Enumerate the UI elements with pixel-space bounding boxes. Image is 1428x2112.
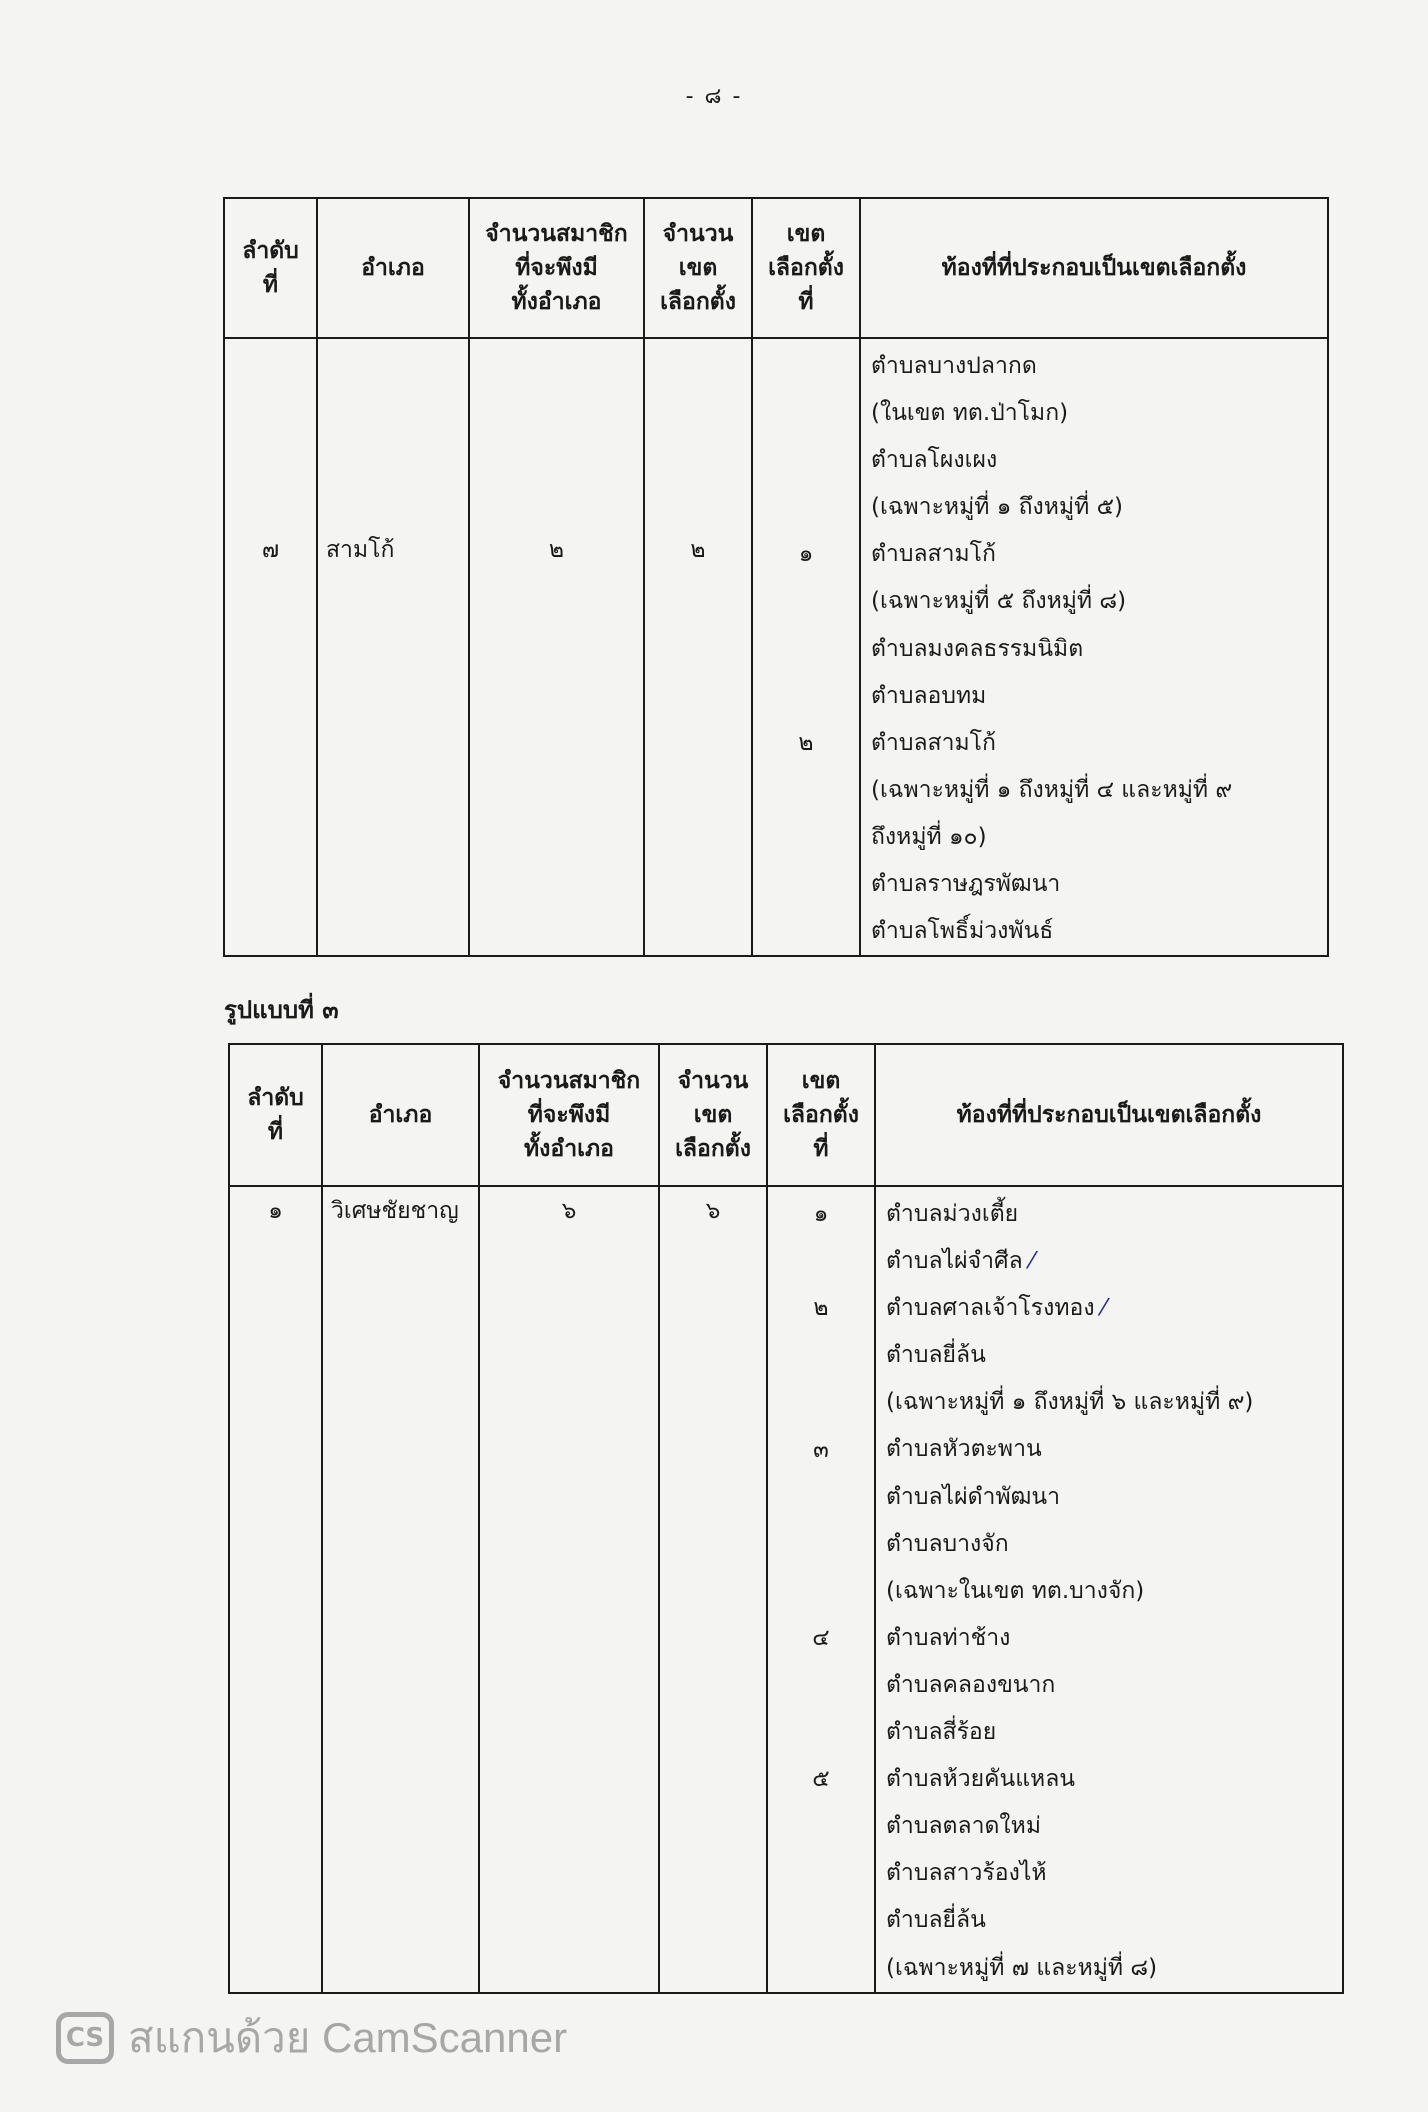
area-text: ตำบลตลาดใหม่ bbox=[886, 1813, 1041, 1840]
area-text: ตำบลยี่ล้น bbox=[886, 1342, 986, 1369]
table-header-row bbox=[224, 198, 1328, 338]
area-text: (เฉพาะในเขต ทต.บางจัก) bbox=[886, 1577, 1145, 1604]
header-line: ทั้งอำเภอ bbox=[524, 1136, 614, 1162]
constituency-count-cell bbox=[659, 1186, 767, 1993]
header-line: จำนวนสมาชิก bbox=[485, 221, 628, 247]
header-district bbox=[322, 1044, 479, 1186]
header-line: เขต bbox=[801, 1068, 841, 1094]
header-constituency-count bbox=[659, 1044, 767, 1186]
header-line: เลือกตั้ง bbox=[783, 1102, 859, 1128]
area-line bbox=[886, 1285, 1342, 1332]
area-text: ตำบลยี่ล้น bbox=[886, 1907, 986, 1934]
area-text: ตำบลราษฎรพัฒนา bbox=[871, 871, 1061, 898]
order-cell bbox=[224, 338, 317, 956]
area-line bbox=[886, 1332, 1342, 1379]
header-constituency-no bbox=[767, 1044, 875, 1186]
constituency-number: ๒ bbox=[813, 1295, 829, 1322]
area-text: ตำบลคลองขนาก bbox=[886, 1671, 1056, 1698]
area-line bbox=[871, 390, 1327, 437]
header-constituency-count bbox=[644, 198, 752, 338]
constituency-no-cell bbox=[767, 1186, 875, 1993]
area-line bbox=[886, 1191, 1342, 1238]
constituency-count-value: ๖ bbox=[705, 1198, 721, 1224]
area-line bbox=[886, 1709, 1342, 1756]
header-members bbox=[479, 1044, 659, 1186]
area-line bbox=[886, 1615, 1342, 1662]
area-line bbox=[886, 1379, 1342, 1426]
area-line bbox=[871, 343, 1327, 390]
area-line bbox=[886, 1238, 1342, 1285]
header-line: ที่ bbox=[798, 289, 814, 315]
header-line: อำเภอ bbox=[361, 255, 425, 281]
area-line bbox=[886, 1803, 1342, 1850]
header-line: ที่ bbox=[262, 272, 279, 298]
area-text: ตำบลหัวตะพาน bbox=[886, 1436, 1042, 1463]
area-text: ตำบลโพธิ์ม่วงพันธ์ bbox=[871, 918, 1054, 945]
constituency-count-cell bbox=[644, 338, 752, 956]
area-line bbox=[886, 1897, 1342, 1944]
area-text: ตำบลห้วยคันแหลน bbox=[886, 1766, 1076, 1793]
page-number: - ๘ - bbox=[685, 84, 743, 109]
header-line: จำนวน bbox=[677, 1068, 749, 1094]
header-line: ท้องที่ที่ประกอบเป็นเขตเลือกตั้ง bbox=[956, 1102, 1262, 1128]
header-areas bbox=[860, 198, 1328, 338]
order-cell bbox=[229, 1186, 322, 1993]
district-cell bbox=[322, 1186, 479, 1993]
area-line bbox=[871, 437, 1327, 484]
check-mark-icon: ⁄ bbox=[1022, 1248, 1034, 1275]
district-value: วิเศษชัยชาญ bbox=[331, 1198, 459, 1224]
area-line bbox=[886, 1474, 1342, 1521]
area-line bbox=[886, 1850, 1342, 1897]
area-text: (เฉพาะหมู่ที่ ๗ และหมู่ที่ ๘) bbox=[886, 1954, 1158, 1981]
constituency-table-2 bbox=[228, 1043, 1344, 1994]
area-line bbox=[871, 626, 1327, 673]
header-line: เขต bbox=[786, 221, 826, 247]
area-text: ตำบลบางจัก bbox=[886, 1530, 1009, 1557]
constituency-number: ๑ bbox=[798, 541, 814, 568]
header-line: จำนวน bbox=[662, 221, 734, 247]
members-value: ๒ bbox=[548, 537, 565, 563]
header-members bbox=[469, 198, 644, 338]
constituency-number: ๔ bbox=[812, 1624, 830, 1651]
area-text: ตำบลสามโก้ bbox=[871, 729, 996, 756]
area-line bbox=[871, 767, 1327, 814]
camscanner-logo-icon: CS bbox=[56, 2012, 114, 2064]
area-line bbox=[871, 578, 1327, 625]
area-line bbox=[886, 1945, 1342, 1992]
area-text: ตำบลท่าช้าง bbox=[886, 1624, 1011, 1651]
area-line bbox=[871, 814, 1327, 861]
areas-cell bbox=[860, 338, 1328, 956]
area-text: ตำบลสาวร้องไห้ bbox=[886, 1860, 1047, 1887]
constituency-number: ๓ bbox=[813, 1436, 829, 1463]
area-line bbox=[871, 908, 1327, 955]
areas-list bbox=[876, 1187, 1342, 1992]
section-title: รูปแบบที่ ๓ bbox=[224, 996, 339, 1024]
area-line bbox=[871, 531, 1327, 578]
check-mark-icon: ⁄ bbox=[1094, 1295, 1106, 1322]
area-line bbox=[886, 1756, 1342, 1803]
area-text: ตำบลบางปลากด bbox=[871, 353, 1037, 379]
constituency-number: ๑ bbox=[813, 1201, 829, 1227]
order-value: ๑ bbox=[268, 1198, 283, 1224]
header-line: ลำดับ bbox=[242, 238, 299, 264]
header-line: ที่จะพึงมี bbox=[515, 255, 598, 281]
members-cell bbox=[469, 338, 644, 956]
constituency-no-cell bbox=[752, 338, 860, 956]
area-line bbox=[871, 484, 1327, 531]
header-line: ท้องที่ที่ประกอบเป็นเขตเลือกตั้ง bbox=[941, 255, 1247, 281]
header-line: ที่ bbox=[267, 1119, 284, 1145]
area-line bbox=[886, 1568, 1342, 1615]
area-text: ตำบลศาลเจ้าโรงทอง bbox=[886, 1295, 1095, 1322]
area-line bbox=[886, 1426, 1342, 1473]
area-line bbox=[886, 1521, 1342, 1568]
area-text: (เฉพาะหมู่ที่ ๑ ถึงหมู่ที่ ๕) bbox=[871, 494, 1123, 521]
area-text: (เฉพาะหมู่ที่ ๕ ถึงหมู่ที่ ๘) bbox=[871, 588, 1127, 615]
header-line: ลำดับ bbox=[247, 1085, 304, 1111]
area-text: ตำบลสามโก้ bbox=[871, 541, 996, 568]
header-order bbox=[224, 198, 317, 338]
camscanner-watermark bbox=[56, 2005, 567, 2071]
areas-list bbox=[861, 339, 1327, 955]
header-line: ทั้งอำเภอ bbox=[511, 289, 602, 315]
area-line bbox=[871, 861, 1327, 908]
constituency-number: ๒ bbox=[798, 729, 814, 756]
header-line: ที่ bbox=[813, 1136, 829, 1162]
header-line: ที่จะพึงมี bbox=[527, 1102, 611, 1128]
header-line: เลือกตั้ง bbox=[675, 1136, 751, 1162]
area-text: (เฉพาะหมู่ที่ ๑ ถึงหมู่ที่ ๔ และหมู่ที่ ๙ bbox=[871, 776, 1233, 803]
header-order bbox=[229, 1044, 322, 1186]
header-line: เลือกตั้ง bbox=[768, 255, 844, 281]
header-line: อำเภอ bbox=[368, 1102, 433, 1128]
district-cell bbox=[317, 338, 469, 956]
areas-cell bbox=[875, 1186, 1343, 1993]
header-district bbox=[317, 198, 469, 338]
area-text: ตำบลสี่ร้อย bbox=[886, 1719, 997, 1746]
constituency-table-1 bbox=[223, 197, 1329, 957]
area-text: ตำบลไผ่จำศีล bbox=[886, 1248, 1023, 1275]
area-text: ตำบลโผงเผง bbox=[871, 447, 998, 474]
district-value: สามโก้ bbox=[326, 537, 395, 563]
area-text: ตำบลอบทม bbox=[871, 682, 987, 709]
table-header-row bbox=[229, 1044, 1343, 1186]
header-line: เลือกตั้ง bbox=[660, 289, 736, 315]
table-row bbox=[229, 1186, 1343, 1993]
order-value: ๗ bbox=[261, 537, 280, 563]
area-text: (เฉพาะหมู่ที่ ๑ ถึงหมู่ที่ ๖ และหมู่ที่ ๙) bbox=[886, 1389, 1254, 1416]
members-value: ๖ bbox=[561, 1198, 577, 1224]
header-line: เขต bbox=[693, 1102, 733, 1128]
header-line: เขต bbox=[678, 255, 718, 281]
area-line bbox=[871, 720, 1327, 767]
area-text: (ในเขต ทต.ป่าโมก) bbox=[871, 400, 1069, 427]
header-constituency-no bbox=[752, 198, 860, 338]
constituency-count-value: ๒ bbox=[690, 537, 706, 563]
watermark-text: สแกนด้วย CamScanner bbox=[128, 2014, 568, 2061]
area-line bbox=[871, 673, 1327, 720]
constituency-number: ๕ bbox=[812, 1766, 830, 1793]
area-text: ตำบลม่วงเตี้ย bbox=[886, 1201, 1019, 1227]
area-line bbox=[886, 1662, 1342, 1709]
header-areas bbox=[875, 1044, 1343, 1186]
table-row bbox=[224, 338, 1328, 956]
members-cell bbox=[479, 1186, 659, 1993]
area-text: ตำบลไผ่ดำพัฒนา bbox=[886, 1483, 1061, 1510]
area-text: ตำบลมงคลธรรมนิมิต bbox=[871, 635, 1084, 662]
area-text: ถึงหมู่ที่ ๑๐) bbox=[871, 823, 987, 850]
header-line: จำนวนสมาชิก bbox=[497, 1068, 641, 1094]
